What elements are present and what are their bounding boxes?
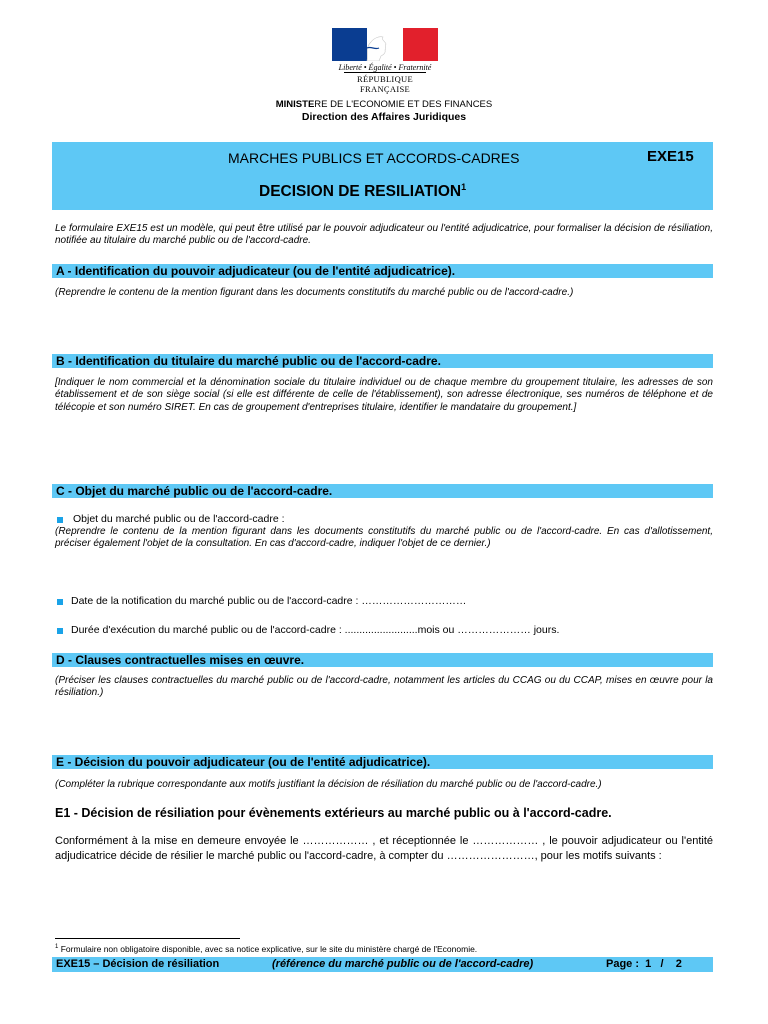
object-note: (Reprendre le contenu de la mention figurant dans les documents constitutifs du marché public ou de l'accord-cadre. En cas d'allotissement, préciser également l'objet de la consultation. En cas d'accord-cadre, indiquer l'objet de ce dernier.) <box>55 526 713 550</box>
section-a-note: (Reprendre le contenu de la mention figurant dans les documents constitutifs du marché public ou de l'accord-cadre.) <box>55 287 574 298</box>
footer-form-name: EXE15 – Décision de résiliation <box>56 958 220 970</box>
e1-paragraph: Conformément à la mise en demeure envoyée le ……………… , et réceptionnée le ……………… , le pouvoir adjudicateur ou l'entité adjudicatrice décide de résilier le marché public ou l'accord-cadre, à compter du ……………………, pour les motifs suivants : <box>55 835 713 862</box>
footnote: $^1$ Formulaire non obligatoire disponible, avec sa notice explicative, sur le site du ministère chargé de l'Economie. <box>55 944 478 954</box>
section-a-heading: A - Identification du pouvoir adjudicateur (ou de l'entité adjudicatrice). <box>52 264 713 278</box>
notification-date-field: Date de la notification du marché public ou de l'accord-cadre : ………………………… <box>71 595 467 607</box>
section-e-note: (Compléter la rubrique correspondante aux motifs justifiant la décision de résiliation du marché public ou de l'accord-cadre.) <box>55 779 602 790</box>
direction-name: Direction des Affaires Juridiques <box>301 111 467 123</box>
bullet-icon <box>57 628 63 634</box>
section-b-note: [Indiquer le nom commercial et la dénomination sociale du titulaire individuel ou de chaque membre du groupement titulaire, les adresses de son établissement et de son siège social (si elle est différente de celle de l'établissement), son adresse électronique, ses numéros de téléphone et de télécopie et son numéro SIRET. En cas de groupement d'entreprises titulaire, identifier le mandataire du groupement.] <box>55 377 713 413</box>
object-label: Objet du marché public ou de l'accord-cadre : <box>73 513 285 525</box>
form-title: DECISION DE RESILIATION$^1$ <box>259 182 467 201</box>
section-c-heading: C - Objet du marché public ou de l'accord-cadre. <box>52 484 713 498</box>
logo-country-name: RÉPUBLIQUE FRANÇAISE <box>357 74 413 94</box>
section-e-heading: E - Décision du pouvoir adjudicateur (ou de l'entité adjudicatrice). <box>52 755 713 769</box>
footer-reference: (référence du marché public ou de l'accord-cadre) <box>272 958 534 970</box>
section-d-note: (Préciser les clauses contractuelles du marché public ou de l'accord-cadre, notamment les articles du CCAG ou du CCAP, mises en œuvre pour la résiliation.) <box>55 675 713 699</box>
republique-francaise-logo <box>332 28 438 94</box>
bullet-icon <box>57 599 63 605</box>
section-b-heading: B - Identification du titulaire du marché public ou de l'accord-cadre. <box>52 354 713 368</box>
section-d-heading: D - Clauses contractuelles mises en œuvre. <box>52 653 713 667</box>
ministry-name: MINISTERE DE L'ECONOMIE ET DES FINANCES <box>275 99 493 110</box>
form-code: EXE15 <box>647 148 694 165</box>
e1-heading: E1 - Décision de résiliation pour évènements extérieurs au marché public ou à l'accord-cadre. <box>55 806 612 820</box>
footnote-divider <box>55 938 240 939</box>
footer-page-number: Page : 1 / 2 <box>606 958 682 970</box>
logo-motto: Liberté • Égalité • Fraternité <box>338 63 432 72</box>
form-subject: MARCHES PUBLICS ET ACCORDS-CADRES <box>228 150 520 166</box>
bullet-icon <box>57 517 63 523</box>
tricolor-flag <box>332 28 438 61</box>
intro-paragraph: Le formulaire EXE15 est un modèle, qui peut être utilisé par le pouvoir adjudicateur ou l'entité adjudicatrice, pour formaliser la décision de résiliation, notifiée au titulaire du marché public ou de l'accord-cadre. <box>55 223 713 247</box>
marianne-profile-icon <box>359 28 395 61</box>
execution-duration-field: Durée d'exécution du marché public ou de l'accord-cadre : .........................mois ou ………………… jours. <box>71 624 560 636</box>
